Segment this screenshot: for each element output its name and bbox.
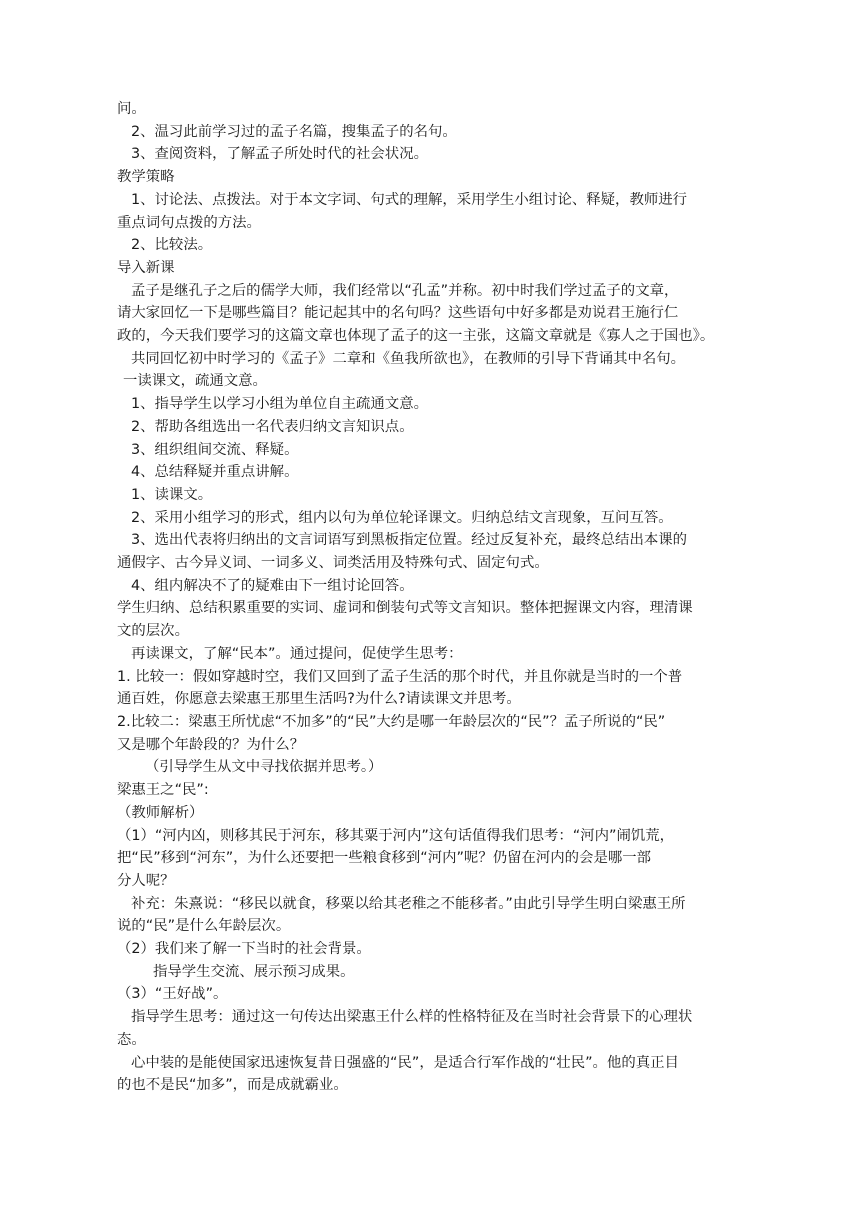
text-line: 政的，今天我们要学习的这篇文章也体现了孟子的这一主张，这篇文章就是《寡人之于国也》。 — [117, 328, 715, 345]
text-line: 心中装的是能使国家迅速恢复昔日强盛的“民”，是适合行军作战的“壮民”。他的真正目 — [131, 1054, 679, 1071]
text-line: 说的“民”是什么年龄层次。 — [117, 918, 291, 935]
text-line: 态。 — [117, 1031, 146, 1048]
text-line: 指导学生思考：通过这一句传达出梁惠王什么样的性格特征及在当时社会背景下的心理状 — [131, 1009, 693, 1026]
text-line: 通假字、古今异义词、一词多义、词类活用及特殊句式、固定句式。 — [117, 555, 549, 572]
text-line: 问。 — [117, 101, 146, 117]
text-line: 2、帮助各组选出一名代表归纳文言知识点。 — [131, 418, 414, 435]
section-heading: 导入新课 — [117, 259, 175, 276]
text-line: 补充：朱熹说：“移民以就食，移粟以给其老稚之不能移者。”由此引导学生明白梁惠王所 — [131, 895, 686, 912]
text-line: 1、指导学生以学习小组为单位自主疏通文意。 — [131, 396, 428, 413]
text-line: （1）“河内凶，则移其民于河东，移其粟于河内”这句话值得我们思考：“河内”闹饥荒， — [117, 827, 675, 844]
text-line: 一读课文，疏通文意。 — [123, 373, 267, 390]
text-line: 共同回忆初中时学习的《孟子》二章和《鱼我所欲也》，在教师的引导下背诵其中名句。 — [131, 350, 686, 367]
text-line: 3、选出代表将归纳出的文言词语写到黑板指定位置。经过反复补充，最终总结出本课的 — [131, 532, 688, 549]
text-line: （引导学生从文中寻找依据并思考。） — [145, 759, 383, 776]
text-line: 孟子是继孔子之后的儒学大师，我们经常以“孔孟”并称。初中时我们学过孟子的文章， — [131, 282, 679, 299]
text-line: 2.比较二：梁惠王所忧虑“不加多”的“民”大约是哪一年龄层次的“民”？孟子所说的“民” — [117, 713, 666, 730]
text-line: 文的层次。 — [117, 623, 189, 640]
text-line: （教师解析） — [117, 804, 204, 821]
text-line: 1. 比较一：假如穿越时空，我们又回到了孟子生活的那个时代，并且你就是当时的一个普 — [117, 668, 683, 685]
text-line: （2）我们来了解一下当时的社会背景。 — [117, 941, 371, 958]
text-line: 学生归纳、总结积累重要的实词、虚词和倒装句式等文言知识。整体把握课文内容，理清课 — [117, 600, 693, 617]
text-line: 2、比较法。 — [131, 237, 213, 254]
text-line: 的也不是民“加多”，而是成就霸业。 — [117, 1077, 348, 1094]
text-line: 重点词句点拨的方法。 — [117, 214, 261, 231]
text-line: 分人呢？ — [117, 872, 175, 889]
text-line: （3）“王好战”。 — [117, 986, 228, 1003]
text-line: 通百姓，你愿意去梁惠王那里生活吗?为什么?请读课文并思考。 — [117, 691, 521, 708]
text-line: 2、温习此前学习过的孟子名篇，搜集孟子的名句。 — [131, 123, 457, 140]
text-line: 又是哪个年龄段的？为什么？ — [117, 736, 305, 753]
text-line: 请大家回忆一下是哪些篇目？能记起其中的名句吗？这些语句中好多都是劝说君王施行仁 — [117, 305, 679, 322]
text-line: 1、读课文。 — [131, 486, 213, 503]
text-line: 把“民”移到“河东”，为什么还要把一些粮食移到“河内”呢？仍留在河内的会是哪一部 — [117, 850, 652, 867]
text-line: 梁惠王之“民”: — [117, 782, 209, 799]
text-line: 3、查阅资料，了解孟子所处时代的社会状况。 — [131, 146, 428, 163]
text-line: 指导学生交流、展示预习成果。 — [153, 963, 355, 980]
text-line: 再读课文，了解“民本”。通过提问，促使学生思考： — [131, 645, 463, 662]
text-line: 1、讨论法、点拨法。对于本文字词、句式的理解，采用学生小组讨论、释疑，教师进行 — [131, 191, 688, 208]
text-line: 4、总结释疑并重点讲解。 — [131, 464, 299, 481]
text-line: 2、采用小组学习的形式，组内以句为单位轮译课文。归纳总结文言现象，互问互答。 — [131, 509, 673, 526]
section-heading: 教学策略 — [117, 169, 175, 186]
text-line: 4、组内解决不了的疑难由下一组讨论回答。 — [131, 577, 414, 594]
text-line: 3、组织组间交流、释疑。 — [131, 441, 299, 458]
